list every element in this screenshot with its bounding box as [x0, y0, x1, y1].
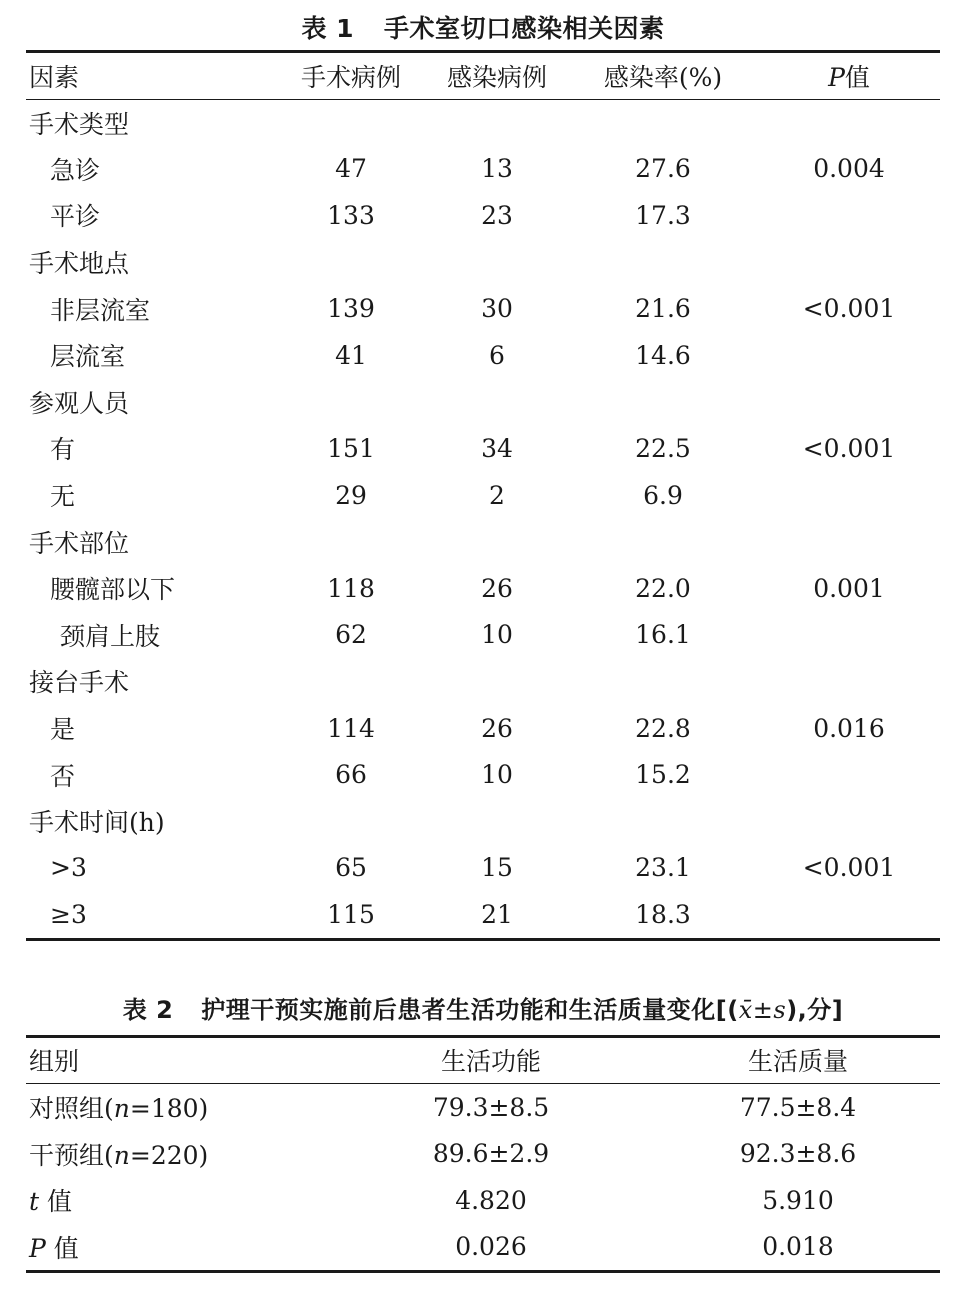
header-rate: 感染率(%)	[568, 53, 758, 99]
table-row	[26, 705, 940, 752]
cell-infected: 21	[481, 899, 513, 929]
cell-function: 79.3±8.5	[432, 1092, 550, 1122]
cell-p-value: <0.001	[802, 853, 896, 883]
row-label: 腰髋部以下	[50, 575, 176, 605]
table1	[26, 53, 940, 938]
header-function: 生活功能	[326, 1038, 656, 1084]
cell-cases: 114	[327, 713, 375, 743]
table-row	[26, 146, 940, 193]
table1-body	[26, 99, 940, 938]
row-label-suffix: 值	[45, 1233, 79, 1263]
cell-rate: 14.6	[635, 340, 691, 370]
cell-infected: 30	[481, 294, 513, 324]
row-label: 急诊	[50, 155, 101, 185]
table-row	[26, 192, 940, 239]
row-label-prefix: 对照组(	[29, 1094, 114, 1124]
row-label: 是	[50, 715, 76, 745]
cell-function: 4.820	[455, 1185, 527, 1215]
table1-label: 表 1	[301, 14, 355, 43]
row-label: 有	[50, 435, 76, 465]
row-label: 否	[50, 761, 76, 791]
cell-p-value: <0.001	[802, 433, 896, 463]
cell-p-value: 0.016	[813, 713, 885, 743]
header-p-symbol: P	[828, 62, 845, 92]
header-p	[758, 53, 940, 99]
row-label: 非层流室	[50, 295, 151, 325]
group-name: 手术地点	[29, 249, 130, 279]
cell-rate: 27.6	[635, 154, 691, 184]
cell-rate: 22.8	[635, 713, 691, 743]
document-page	[26, 0, 940, 1273]
row-label: 无	[50, 482, 76, 512]
table-row	[26, 472, 940, 519]
table-row	[26, 332, 940, 379]
table1-group-row	[26, 658, 940, 705]
table2-label: 表 2	[122, 995, 174, 1024]
table2-title	[26, 985, 940, 1035]
group-name: 接台手术	[29, 668, 130, 698]
table2-header-row	[26, 1038, 940, 1084]
row-label-variable: P	[29, 1233, 46, 1263]
cell-cases: 118	[327, 573, 375, 603]
group-name: 手术部位	[29, 528, 130, 558]
cell-function: 89.6±2.9	[432, 1139, 550, 1169]
table2-title-prefix: 护理干预实施前后患者生活功能和生活质量变化[(	[201, 995, 739, 1024]
cell-cases: 41	[335, 340, 367, 370]
cell-infected: 13	[481, 154, 513, 184]
row-label-suffix: =180)	[129, 1094, 209, 1124]
table2-title-mean: x̄	[738, 995, 753, 1024]
header-infected: 感染病例	[426, 53, 568, 99]
group-name: 手术类型	[29, 109, 130, 139]
row-label	[26, 1223, 326, 1270]
table2-bottom-rule	[26, 1270, 940, 1273]
table2-title-sd: s	[773, 995, 787, 1024]
cell-infected: 23	[481, 200, 513, 230]
cell-infected: 26	[481, 713, 513, 743]
row-label: ≥3	[50, 899, 87, 929]
row-label	[26, 1084, 326, 1131]
table2	[26, 1038, 940, 1270]
table1-header-row	[26, 53, 940, 99]
cell-quality: 5.910	[762, 1185, 834, 1215]
cell-p-value: 0.001	[813, 573, 885, 603]
table-row	[26, 1223, 940, 1270]
cell-cases: 151	[327, 433, 375, 463]
cell-rate: 17.3	[635, 200, 691, 230]
row-label: >3	[50, 853, 87, 883]
table-row	[26, 425, 940, 472]
cell-cases: 47	[335, 154, 367, 184]
cell-rate: 15.2	[635, 760, 691, 790]
row-label: 颈肩上肢	[60, 621, 161, 651]
cell-infected: 15	[481, 853, 513, 883]
cell-infected: 10	[481, 760, 513, 790]
cell-cases: 139	[327, 294, 375, 324]
table-row	[26, 1177, 940, 1224]
cell-rate: 22.0	[635, 573, 691, 603]
table-row	[26, 751, 940, 798]
cell-rate: 18.3	[635, 899, 691, 929]
cell-p-value: 0.004	[813, 154, 885, 184]
header-cases: 手术病例	[276, 53, 426, 99]
cell-p-value	[758, 472, 940, 519]
table2-title-suffix: ),分]	[786, 995, 844, 1024]
cell-infected: 10	[481, 620, 513, 650]
table1-title	[26, 0, 940, 50]
cell-infected: 34	[481, 433, 513, 463]
cell-infected: 6	[489, 340, 505, 370]
header-quality: 生活质量	[656, 1038, 940, 1084]
cell-infected: 26	[481, 573, 513, 603]
cell-p-value	[758, 891, 940, 938]
header-p-suffix: 值	[844, 62, 870, 92]
table-row	[26, 1084, 940, 1131]
table-row	[26, 891, 940, 938]
cell-p-value	[758, 612, 940, 659]
table2-body	[26, 1084, 940, 1270]
row-label: 层流室	[50, 342, 126, 372]
row-label-suffix: =220)	[129, 1140, 209, 1170]
cell-quality: 92.3±8.6	[739, 1139, 857, 1169]
row-label-suffix: 值	[39, 1187, 72, 1217]
row-label-variable: n	[113, 1140, 130, 1170]
group-name: 参观人员	[29, 388, 130, 418]
cell-cases: 66	[335, 760, 367, 790]
cell-rate: 6.9	[643, 480, 683, 510]
cell-cases: 29	[335, 480, 367, 510]
row-label	[26, 1130, 326, 1177]
cell-p-value	[758, 751, 940, 798]
table-row	[26, 285, 940, 332]
table-row	[26, 845, 940, 892]
table1-group-row	[26, 518, 940, 565]
table1-group-row	[26, 99, 940, 146]
row-label-variable: n	[113, 1094, 130, 1124]
table-row	[26, 612, 940, 659]
row-label: 平诊	[50, 202, 101, 232]
table1-group-row	[26, 379, 940, 426]
cell-rate: 21.6	[635, 294, 691, 324]
table1-bottom-rule	[26, 938, 940, 941]
cell-p-value	[758, 192, 940, 239]
cell-cases: 62	[335, 620, 367, 650]
header-factor: 因素	[26, 53, 276, 99]
cell-p-value: <0.001	[802, 294, 896, 324]
row-label-variable: t	[29, 1187, 40, 1217]
table2-title-pm: ±	[752, 995, 774, 1024]
header-group: 组别	[26, 1038, 326, 1084]
table1-group-row	[26, 239, 940, 286]
table1-group-row	[26, 798, 940, 845]
cell-quality: 77.5±8.4	[739, 1092, 857, 1122]
cell-rate: 16.1	[635, 620, 691, 650]
cell-cases: 115	[327, 899, 375, 929]
table-row	[26, 1130, 940, 1177]
row-label-prefix: 干预组(	[29, 1140, 114, 1170]
table-row	[26, 565, 940, 612]
row-label	[26, 1177, 326, 1224]
cell-p-value	[758, 332, 940, 379]
cell-cases: 65	[335, 853, 367, 883]
cell-cases: 133	[327, 200, 375, 230]
cell-infected: 2	[489, 480, 505, 510]
cell-rate: 22.5	[635, 433, 691, 463]
group-name: 手术时间(h)	[29, 808, 165, 838]
cell-function: 0.026	[455, 1232, 527, 1262]
cell-quality: 0.018	[762, 1232, 834, 1262]
cell-rate: 23.1	[635, 853, 691, 883]
table1-title-text: 手术室切口感染相关因素	[384, 14, 665, 43]
